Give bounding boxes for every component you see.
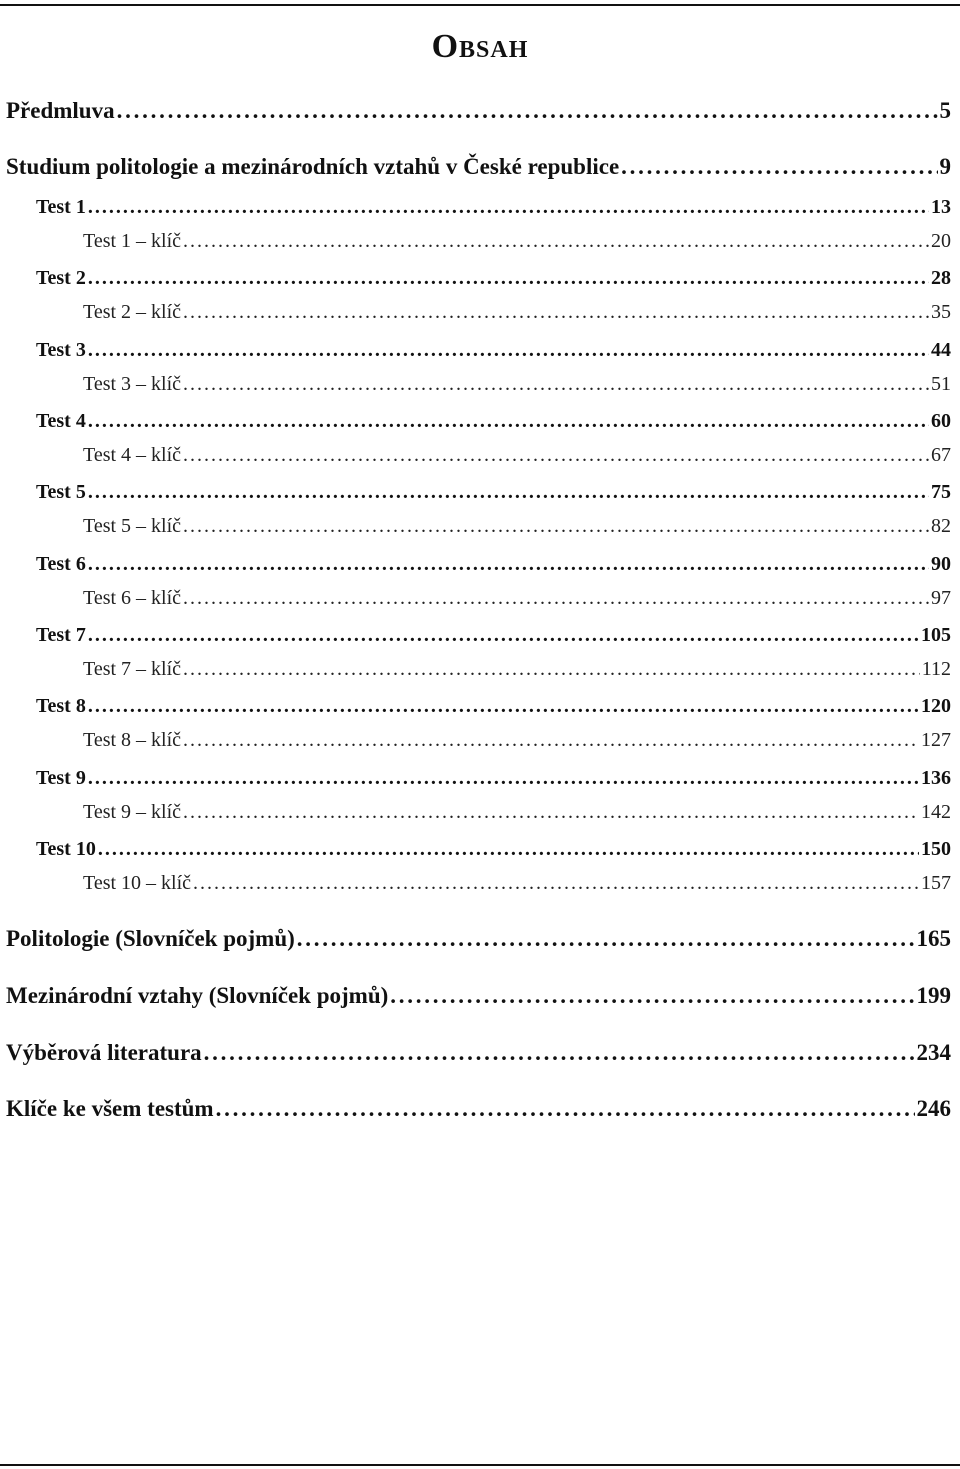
dot-leader <box>88 691 919 721</box>
toc-entry-page-number: 120 <box>921 695 951 717</box>
dot-leader <box>390 981 914 1011</box>
toc-entry[interactable] <box>83 511 951 541</box>
toc-entry-label: Test 7 <box>36 624 86 646</box>
toc-entry[interactable] <box>6 1038 951 1068</box>
toc-entry-page-number: 28 <box>931 267 951 289</box>
toc-entry-label: Test 2 <box>36 267 86 289</box>
dot-leader <box>183 583 929 613</box>
dot-leader <box>183 797 919 827</box>
dot-leader <box>216 1094 915 1124</box>
toc-entry-page-number: 35 <box>931 301 951 323</box>
toc-entry-page-number: 44 <box>931 339 951 361</box>
toc-entry-label: Test 10 – klíč <box>83 872 192 894</box>
dot-leader <box>297 924 915 954</box>
toc-entry-label: Test 6 – klíč <box>83 587 182 609</box>
toc-entry[interactable] <box>36 549 951 579</box>
dot-leader <box>204 1038 915 1068</box>
toc-entry-page-number: 75 <box>931 481 951 503</box>
dot-leader <box>88 549 929 579</box>
toc-entry-page-number: 112 <box>921 658 951 680</box>
top-rule <box>0 4 960 6</box>
toc-entry[interactable] <box>83 654 951 684</box>
toc-entry[interactable] <box>36 477 951 507</box>
dot-leader <box>88 763 919 793</box>
dot-leader <box>98 834 919 864</box>
toc-entry-label: Klíče ke všem testům <box>6 1096 214 1121</box>
toc-entry-label: Mezinárodní vztahy (Slovníček pojmů) <box>6 983 389 1008</box>
toc-entry-label: Test 1 <box>36 196 86 218</box>
toc-entry-page-number: 5 <box>939 98 951 123</box>
toc-entry-page-number: 150 <box>921 838 951 860</box>
toc-entry-label: Test 9 – klíč <box>83 801 182 823</box>
toc-entry[interactable] <box>6 981 951 1011</box>
toc-entry-page-number: 20 <box>931 230 951 252</box>
toc-entry-label: Politologie (Slovníček pojmů) <box>6 926 295 951</box>
dot-leader <box>88 620 919 650</box>
toc-entry-label: Test 4 <box>36 410 86 432</box>
toc-entry[interactable] <box>36 335 951 365</box>
toc-entry-label: Test 9 <box>36 767 86 789</box>
toc-entry-page-number: 157 <box>921 872 951 894</box>
toc-entry-page-number: 246 <box>916 1096 951 1121</box>
toc-entry-page-number: 51 <box>931 373 951 395</box>
dot-leader <box>183 226 929 256</box>
toc-entry[interactable] <box>36 763 951 793</box>
dot-leader <box>88 335 929 365</box>
dot-leader <box>88 263 929 293</box>
toc-entry[interactable] <box>36 192 951 222</box>
toc-entry-page-number: 67 <box>931 444 951 466</box>
toc-entry[interactable] <box>36 263 951 293</box>
toc-entry-label: Předmluva <box>6 98 115 123</box>
dot-leader <box>621 152 937 182</box>
toc-entry[interactable] <box>6 1094 951 1124</box>
dot-leader <box>193 868 919 898</box>
toc-entry-label: Test 8 <box>36 695 86 717</box>
dot-leader <box>88 477 929 507</box>
toc-entry[interactable] <box>83 297 951 327</box>
toc-entry-label: Test 4 – klíč <box>83 444 182 466</box>
toc-entry-page-number: 234 <box>916 1040 951 1065</box>
toc-entry[interactable] <box>83 440 951 470</box>
page-title: Obsah <box>431 28 529 65</box>
toc-entry[interactable] <box>6 924 951 954</box>
toc-entry-page-number: 9 <box>939 154 951 179</box>
dot-leader <box>183 654 920 684</box>
toc-entry-page-number: 165 <box>916 926 951 951</box>
toc-entry-page-number: 13 <box>931 196 951 218</box>
toc-entry[interactable] <box>83 583 951 613</box>
toc-entry-label: Test 3 <box>36 339 86 361</box>
toc-entry[interactable] <box>83 226 951 256</box>
toc-entry-label: Výběrová literatura <box>6 1040 202 1065</box>
toc-entry[interactable] <box>83 797 951 827</box>
toc-entry[interactable] <box>36 620 951 650</box>
toc-entry-page-number: 199 <box>916 983 951 1008</box>
toc-entry[interactable] <box>36 691 951 721</box>
toc-entry-label: Test 5 – klíč <box>83 515 182 537</box>
toc-entry-label: Test 7 – klíč <box>83 658 182 680</box>
toc-entry[interactable] <box>83 369 951 399</box>
toc-entry-label: Test 5 <box>36 481 86 503</box>
toc-entry[interactable] <box>36 406 951 436</box>
dot-leader <box>88 192 929 222</box>
toc-entry-page-number: 142 <box>921 801 951 823</box>
toc-entry-page-number: 136 <box>921 767 951 789</box>
dot-leader <box>88 406 929 436</box>
toc-entry[interactable] <box>6 152 951 182</box>
toc-entry[interactable] <box>6 96 951 126</box>
toc-entry-label: Test 3 – klíč <box>83 373 182 395</box>
dot-leader <box>117 96 938 126</box>
toc-entry-label: Test 2 – klíč <box>83 301 182 323</box>
dot-leader <box>183 511 929 541</box>
toc-entry-label: Test 8 – klíč <box>83 729 182 751</box>
toc-entry-label: Test 6 <box>36 553 86 575</box>
dot-leader <box>183 297 929 327</box>
toc-entry-label: Test 10 <box>36 838 96 860</box>
toc-entry-label: Test 1 – klíč <box>83 230 182 252</box>
toc-entry[interactable] <box>36 834 951 864</box>
toc-entry-page-number: 60 <box>931 410 951 432</box>
dot-leader <box>183 725 919 755</box>
toc-entry[interactable] <box>83 868 951 898</box>
toc-entry-label: Studium politologie a mezinárodních vztahů v České republice <box>6 154 620 179</box>
toc-entry-page-number: 97 <box>931 587 951 609</box>
dot-leader <box>183 369 929 399</box>
toc-entry-page-number: 127 <box>921 729 951 751</box>
toc-entry-page-number: 105 <box>921 624 951 646</box>
dot-leader <box>183 440 929 470</box>
toc-entry-page-number: 82 <box>931 515 951 537</box>
bottom-rule <box>0 1464 960 1466</box>
toc-entry-page-number: 90 <box>931 553 951 575</box>
toc-entry[interactable] <box>83 725 951 755</box>
